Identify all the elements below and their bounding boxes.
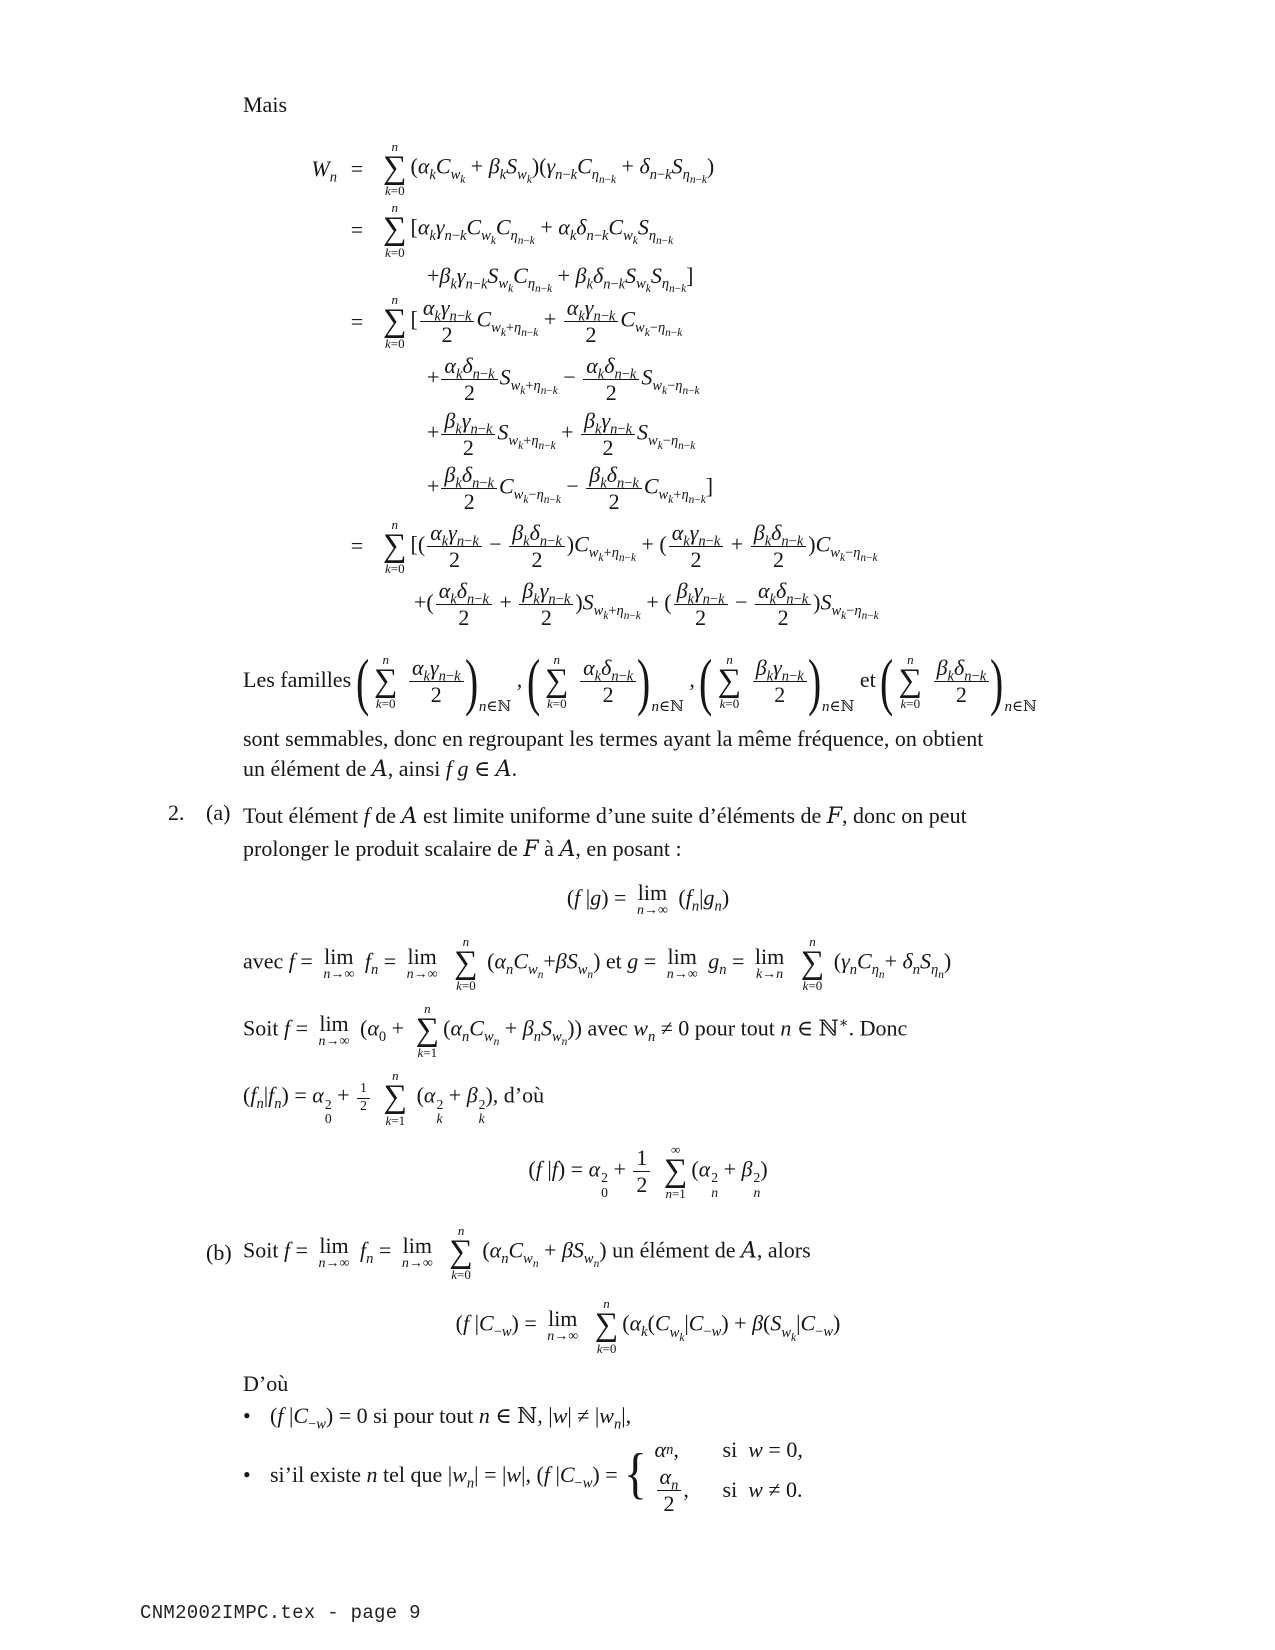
display-equation-fcw: (f $|C_{-w}$) = lim n→∞ n ∑ k=0 ($\alpha_k(C_{w_k}|C_{-w}) + \beta(S_{w_k}|C_{-w})$	[455, 1296, 841, 1356]
equation-line-3	[243, 293, 1275, 350]
paragraph-mais: Mais	[243, 92, 287, 117]
equation-rhs: n ∑ k=0 $(\alpha_kC_{w_k} + \beta_kS_{w_k})(\gamma_{n-k}C_{\eta_{n-k}} + \delta_{n-k}S_{\eta_{n-k}})$	[383, 139, 715, 199]
case-row-2: $\alpha_n$ 2 , si w ≠ 0.	[655, 1465, 803, 1516]
bullet-1-text: (f $|C_{-w}) = 0$ si pour tout n ∈ ℕ, $|w| \ne |w_n|$,	[270, 1402, 632, 1433]
equation-line-2	[243, 201, 1275, 258]
display-equation-ff: (f |f) = α 2 0 + $\frac{1}{2}$ ∞ ∑ n=1 (α 2 n + β 2 n )	[528, 1141, 768, 1202]
page-content	[0, 92, 1275, 1515]
equation-line-1	[243, 140, 1275, 197]
equation-line-2-continuation: $+\beta_k\gamma_{n-k}S_{w_k}C_{\eta_{n-k}} + \beta_k\delta_{n-k}S_{w_k}S_{\eta_{n-k}}$]	[427, 262, 694, 295]
list-item-2b	[0, 1224, 1275, 1281]
line-fnfn: $(f_n|f_n) = \alpha$ 2 0 + $\frac{1}{2}$ n ∑ k=1 (α 2 k + β 2 k ), d’où	[243, 1068, 545, 1128]
equation-line-3-continuation-2: + $\beta_k\gamma_{n-k}$ 2 $S_{w_k+\eta_{n-k}}$ + $\beta_k\gamma_{n-k}$ 2 $S_{w_k-\eta_{n-k}}$	[427, 407, 696, 460]
equation-line-3-continuation-3: + $\beta_k\delta_{n-k}$ 2 $C_{w_k-\eta_{n-k}}$ − $\beta_k\delta_{n-k}$ 2 $C_{w_k+\eta_{n-k}}$]	[427, 462, 714, 515]
equation-array-wn	[0, 140, 1275, 630]
equals-sign: =	[350, 308, 364, 334]
bullet-2-text: si’il existe n tel que $|w_n| = |w|$, (f $|C_{-w}$) =	[270, 1462, 618, 1492]
bullet-icon: •	[243, 1462, 251, 1488]
bullet-item-2	[243, 1435, 1275, 1516]
equals-sign: =	[350, 217, 364, 243]
equation-line-3-continuation-1: + $\alpha_k\delta_{n-k}$ 2 $S_{w_k+\eta_{n-k}}$ − $\alpha_k\delta_{n-k}$ 2 $S_{w_k-\eta_{n-k}}$	[427, 353, 700, 406]
equation-line-4	[243, 518, 1275, 575]
paragraph-dou: D’où	[243, 1370, 289, 1396]
line-avec: avec f = lim n→∞ $f_n$ = lim n→∞ n ∑ k=0 $(\alpha_nC_{w_n}+\beta S_{w_n})$ et g = lim n→∞ $g_n$ = lim k→n n ∑ k=0 $(\gamma_nC_{\eta_n}+ \delta_nS_{\eta_n})$	[243, 933, 952, 994]
equals-sign: =	[350, 533, 364, 559]
line-soit: Soit f = lim n→∞ ($\alpha_0$ + n ∑ k=1 $(\alpha_nC_{w_n} + \beta_nS_{w_n})$) avec $w_n \ne 0$ pour tout n ∈ ℕ∗. Donc	[243, 1001, 908, 1061]
equation-rhs: n ∑ k=0 [$\alpha_k\gamma_{n-k}C_{w_k}C_{\eta_{n-k}} + \alpha_k\delta_{n-k}C_{w_k}S_{\eta_{n-k}}$	[383, 200, 674, 260]
paragraph-les-familles: Les familles ( n ∑ k=0 $\alpha_k\gamma_{n-k}$ 2 )n∈ℕ , ( n ∑ k=0 $\alpha_k\delta_{n-k}$ 2 )n∈ℕ , ( n ∑ k=0 $\beta_k\gamma_{n-k}$ 2 )n∈ℕ et ( n ∑ k=0 $\beta_k\delta_{n-k}$ 2 )n∈ℕ	[243, 645, 1037, 717]
cases-block	[655, 1435, 803, 1516]
bullet-icon: •	[243, 1402, 251, 1428]
display-equation-fg: (f |g) = lim n→∞ $(f_n|g_n)$	[566, 879, 730, 919]
paragraph-un-element: un élément de A, ainsi f g ∈ A.	[243, 755, 518, 782]
bullet-item-1	[243, 1402, 1275, 1433]
list-item-2a	[0, 800, 1275, 864]
item-label-b: (b)	[206, 1239, 232, 1265]
item-number: 2.	[168, 800, 185, 826]
page-footer: CNM2002IMPC.tex - page 9	[140, 1602, 421, 1624]
equation-lhs: $W_n$	[311, 155, 337, 186]
case-row-1: α n , si w = 0,	[654, 1436, 803, 1462]
equation-line-4-continuation: +( $\alpha_k\delta_{n-k}$ 2 + $\beta_k\gamma_{n-k}$ 2 )$S_{w_k+\eta_{n-k}}$ + ( $\beta_k\gamma_{n-k}$ 2 − $\alpha_k\delta_{n-k}$ 2 )$S_{w_k-\eta_{n-k}}$	[414, 578, 879, 630]
item-a-text: Tout élément f de A est limite uniforme d’une suite d’éléments de F, donc on peut prolonger le produit scalaire de F à A, en posant :	[243, 803, 967, 862]
paragraph-sont-semmables: sont semmables, donc en regroupant les termes ayant la même fréquence, on obtient	[243, 725, 984, 751]
item-b-text: Soit f = lim n→∞ $f_n$ = lim n→∞ n ∑ k=0 $(\alpha_nC_{w_n} + \beta S_{w_n})$ un élément de A, alors	[243, 1223, 811, 1283]
equation-rhs: n ∑ k=0 [( $\alpha_k\gamma_{n-k}$ 2 − $\beta_k\delta_{n-k}$ 2 )$C_{w_k+\eta_{n-k}}$ + ( $\alpha_k\gamma_{n-k}$ 2 + $\beta_k\delta_{n-k}$ 2 )$C_{w_k-\eta_{n-k}}$	[383, 516, 878, 577]
cases-brace: {	[623, 1443, 647, 1506]
item-label-a: (a)	[206, 800, 231, 826]
equals-sign: =	[350, 155, 364, 181]
equation-rhs: n ∑ k=0 [ $\alpha_k\gamma_{n-k}$ 2 $C_{w_k+\eta_{n-k}}$ + $\alpha_k\gamma_{n-k}$ 2 $C_{w_k-\eta_{n-k}}$	[383, 291, 683, 352]
